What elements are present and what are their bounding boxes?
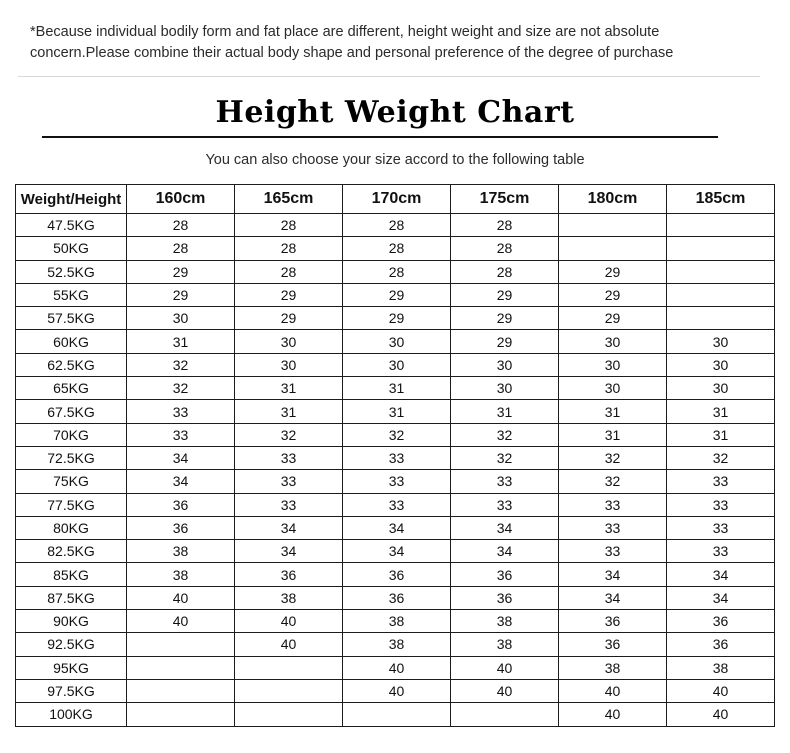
table-header xyxy=(16,185,775,214)
table-cell xyxy=(127,656,235,679)
table-cell: 40 xyxy=(235,633,343,656)
table-header-row xyxy=(16,185,775,214)
table-row xyxy=(16,400,775,423)
note-divider xyxy=(18,76,760,77)
table-cell: 30 xyxy=(451,353,559,376)
table-cell: 29 xyxy=(343,307,451,330)
table-cell xyxy=(235,703,343,726)
table-cell: 29 xyxy=(127,260,235,283)
row-label: 77.5KG xyxy=(16,493,127,516)
table-cell xyxy=(127,633,235,656)
table-cell: 33 xyxy=(235,446,343,469)
table-cell: 38 xyxy=(343,610,451,633)
table-cell: 31 xyxy=(667,400,775,423)
table-row xyxy=(16,423,775,446)
table-cell: 36 xyxy=(235,563,343,586)
table-cell: 40 xyxy=(559,679,667,702)
table-cell: 29 xyxy=(559,260,667,283)
table-cell: 31 xyxy=(127,330,235,353)
table-row xyxy=(16,283,775,306)
table-row xyxy=(16,540,775,563)
table-cell: 33 xyxy=(127,400,235,423)
table-cell: 40 xyxy=(235,610,343,633)
row-label: 47.5KG xyxy=(16,214,127,237)
table-cell: 29 xyxy=(559,283,667,306)
table-cell: 34 xyxy=(667,563,775,586)
table-cell: 40 xyxy=(451,656,559,679)
table-cell: 34 xyxy=(667,586,775,609)
bottom-spacer xyxy=(0,745,790,753)
table-row xyxy=(16,610,775,633)
table-cell: 33 xyxy=(667,470,775,493)
table-cell: 30 xyxy=(451,377,559,400)
table-cell: 30 xyxy=(559,353,667,376)
table-cell: 28 xyxy=(451,214,559,237)
table-cell: 28 xyxy=(127,237,235,260)
table-cell: 36 xyxy=(343,563,451,586)
title-divider xyxy=(42,136,718,138)
table-cell xyxy=(667,260,775,283)
row-label: 65KG xyxy=(16,377,127,400)
table-row xyxy=(16,586,775,609)
table-cell: 29 xyxy=(451,307,559,330)
row-label: 100KG xyxy=(16,703,127,726)
table-cell xyxy=(667,307,775,330)
table-cell: 40 xyxy=(559,703,667,726)
table-cell: 40 xyxy=(343,679,451,702)
table-cell: 34 xyxy=(235,540,343,563)
table-cell xyxy=(451,703,559,726)
table-cell: 32 xyxy=(451,446,559,469)
table-cell: 31 xyxy=(343,377,451,400)
table-cell: 40 xyxy=(127,610,235,633)
row-label: 75KG xyxy=(16,470,127,493)
row-label: 70KG xyxy=(16,423,127,446)
table-cell: 30 xyxy=(667,353,775,376)
table-cell: 28 xyxy=(343,237,451,260)
table-cell: 29 xyxy=(343,283,451,306)
table-cell: 34 xyxy=(127,446,235,469)
table-cell: 29 xyxy=(235,283,343,306)
table-cell: 30 xyxy=(667,330,775,353)
table-cell: 32 xyxy=(559,446,667,469)
table-row xyxy=(16,679,775,702)
table-cell: 28 xyxy=(235,260,343,283)
table-row xyxy=(16,633,775,656)
table-cell: 28 xyxy=(343,260,451,283)
row-label: 72.5KG xyxy=(16,446,127,469)
table-cell: 32 xyxy=(667,446,775,469)
table-cell: 31 xyxy=(235,400,343,423)
table-cell: 31 xyxy=(559,400,667,423)
row-label: 55KG xyxy=(16,283,127,306)
row-label: 60KG xyxy=(16,330,127,353)
column-header-180cm: 180cm xyxy=(559,185,667,214)
table-row xyxy=(16,214,775,237)
table-row xyxy=(16,493,775,516)
table-cell: 28 xyxy=(343,214,451,237)
table-cell: 40 xyxy=(451,679,559,702)
table-cell: 32 xyxy=(559,470,667,493)
table-cell: 33 xyxy=(343,470,451,493)
row-label: 92.5KG xyxy=(16,633,127,656)
row-label: 67.5KG xyxy=(16,400,127,423)
size-table xyxy=(15,184,775,727)
table-cell: 29 xyxy=(127,283,235,306)
table-cell: 28 xyxy=(235,237,343,260)
table-row xyxy=(16,237,775,260)
table-cell: 32 xyxy=(127,377,235,400)
table-cell: 30 xyxy=(343,353,451,376)
table-row xyxy=(16,563,775,586)
row-label: 82.5KG xyxy=(16,540,127,563)
table-cell: 31 xyxy=(235,377,343,400)
row-label: 62.5KG xyxy=(16,353,127,376)
column-header-185cm: 185cm xyxy=(667,185,775,214)
table-cell: 30 xyxy=(235,353,343,376)
table-cell xyxy=(667,283,775,306)
column-header-165cm: 165cm xyxy=(235,185,343,214)
table-cell: 31 xyxy=(451,400,559,423)
table-cell: 32 xyxy=(127,353,235,376)
table-cell: 33 xyxy=(667,540,775,563)
column-header-175cm: 175cm xyxy=(451,185,559,214)
row-label: 57.5KG xyxy=(16,307,127,330)
row-label: 95KG xyxy=(16,656,127,679)
table-cell: 38 xyxy=(451,633,559,656)
table-cell: 40 xyxy=(127,586,235,609)
table-cell: 38 xyxy=(127,540,235,563)
table-cell xyxy=(559,214,667,237)
table-cell: 34 xyxy=(451,516,559,539)
table-cell: 30 xyxy=(559,330,667,353)
table-cell: 36 xyxy=(667,633,775,656)
table-row xyxy=(16,656,775,679)
table-cell: 33 xyxy=(127,423,235,446)
column-header-corner: Weight/Height xyxy=(16,185,127,214)
table-cell: 30 xyxy=(235,330,343,353)
table-row xyxy=(16,330,775,353)
table-cell: 34 xyxy=(559,586,667,609)
table-cell: 34 xyxy=(343,516,451,539)
table-cell: 31 xyxy=(343,400,451,423)
table-row xyxy=(16,516,775,539)
table-cell: 32 xyxy=(451,423,559,446)
table-cell xyxy=(235,656,343,679)
table-cell: 33 xyxy=(235,470,343,493)
table-cell: 36 xyxy=(667,610,775,633)
table-cell xyxy=(667,237,775,260)
table-cell: 36 xyxy=(559,633,667,656)
table-cell: 32 xyxy=(343,423,451,446)
table-cell: 32 xyxy=(235,423,343,446)
table-cell: 38 xyxy=(559,656,667,679)
table-cell xyxy=(235,679,343,702)
table-cell: 33 xyxy=(343,493,451,516)
table-cell: 36 xyxy=(451,563,559,586)
table-cell: 34 xyxy=(343,540,451,563)
page-title: Height Weight Chart xyxy=(215,95,575,130)
table-cell: 33 xyxy=(559,540,667,563)
row-label: 87.5KG xyxy=(16,586,127,609)
table-cell: 28 xyxy=(451,260,559,283)
table-row xyxy=(16,703,775,726)
table-cell: 33 xyxy=(559,493,667,516)
table-cell: 33 xyxy=(235,493,343,516)
table-cell: 33 xyxy=(451,493,559,516)
table-cell: 29 xyxy=(235,307,343,330)
table-cell: 33 xyxy=(451,470,559,493)
table-cell xyxy=(127,703,235,726)
disclaimer-note: *Because individual bodily form and fat place are different, height weight and size are not absolute concern.Please combine their actual body shape and personal preference of the degree of purchase xyxy=(30,24,674,61)
table-cell: 29 xyxy=(451,330,559,353)
row-label: 85KG xyxy=(16,563,127,586)
table-cell: 33 xyxy=(559,516,667,539)
table-cell: 30 xyxy=(559,377,667,400)
table-cell: 38 xyxy=(667,656,775,679)
row-label: 80KG xyxy=(16,516,127,539)
table-cell: 31 xyxy=(559,423,667,446)
table-cell: 29 xyxy=(559,307,667,330)
table-cell: 28 xyxy=(235,214,343,237)
column-header-170cm: 170cm xyxy=(343,185,451,214)
table-cell: 29 xyxy=(451,283,559,306)
table-cell: 31 xyxy=(667,423,775,446)
row-label: 50KG xyxy=(16,237,127,260)
table-cell: 34 xyxy=(235,516,343,539)
table-cell: 30 xyxy=(127,307,235,330)
table-cell: 28 xyxy=(127,214,235,237)
table-cell: 30 xyxy=(667,377,775,400)
table-cell: 40 xyxy=(667,679,775,702)
table-cell: 33 xyxy=(343,446,451,469)
table-cell: 40 xyxy=(343,656,451,679)
table-cell: 38 xyxy=(127,563,235,586)
table-cell xyxy=(127,679,235,702)
table-cell: 38 xyxy=(343,633,451,656)
table-row xyxy=(16,307,775,330)
table-cell: 36 xyxy=(343,586,451,609)
table-cell: 36 xyxy=(127,516,235,539)
column-header-160cm: 160cm xyxy=(127,185,235,214)
table-cell: 36 xyxy=(451,586,559,609)
table-cell: 33 xyxy=(667,493,775,516)
table-cell xyxy=(667,214,775,237)
table-cell: 36 xyxy=(559,610,667,633)
chart-subtitle: You can also choose your size accord to the following table xyxy=(205,152,585,168)
table-body xyxy=(16,214,775,727)
table-cell xyxy=(343,703,451,726)
row-label: 52.5KG xyxy=(16,260,127,283)
table-cell xyxy=(559,237,667,260)
table-row xyxy=(16,260,775,283)
table-row xyxy=(16,353,775,376)
table-cell: 40 xyxy=(667,703,775,726)
table-cell: 28 xyxy=(451,237,559,260)
table-cell: 33 xyxy=(667,516,775,539)
table-cell: 38 xyxy=(451,610,559,633)
table-cell: 34 xyxy=(127,470,235,493)
row-label: 90KG xyxy=(16,610,127,633)
table-cell: 36 xyxy=(127,493,235,516)
table-cell: 34 xyxy=(559,563,667,586)
table-row xyxy=(16,470,775,493)
table-cell: 38 xyxy=(235,586,343,609)
table-row xyxy=(16,446,775,469)
table-cell: 34 xyxy=(451,540,559,563)
table-cell: 30 xyxy=(343,330,451,353)
row-label: 97.5KG xyxy=(16,679,127,702)
table-row xyxy=(16,377,775,400)
